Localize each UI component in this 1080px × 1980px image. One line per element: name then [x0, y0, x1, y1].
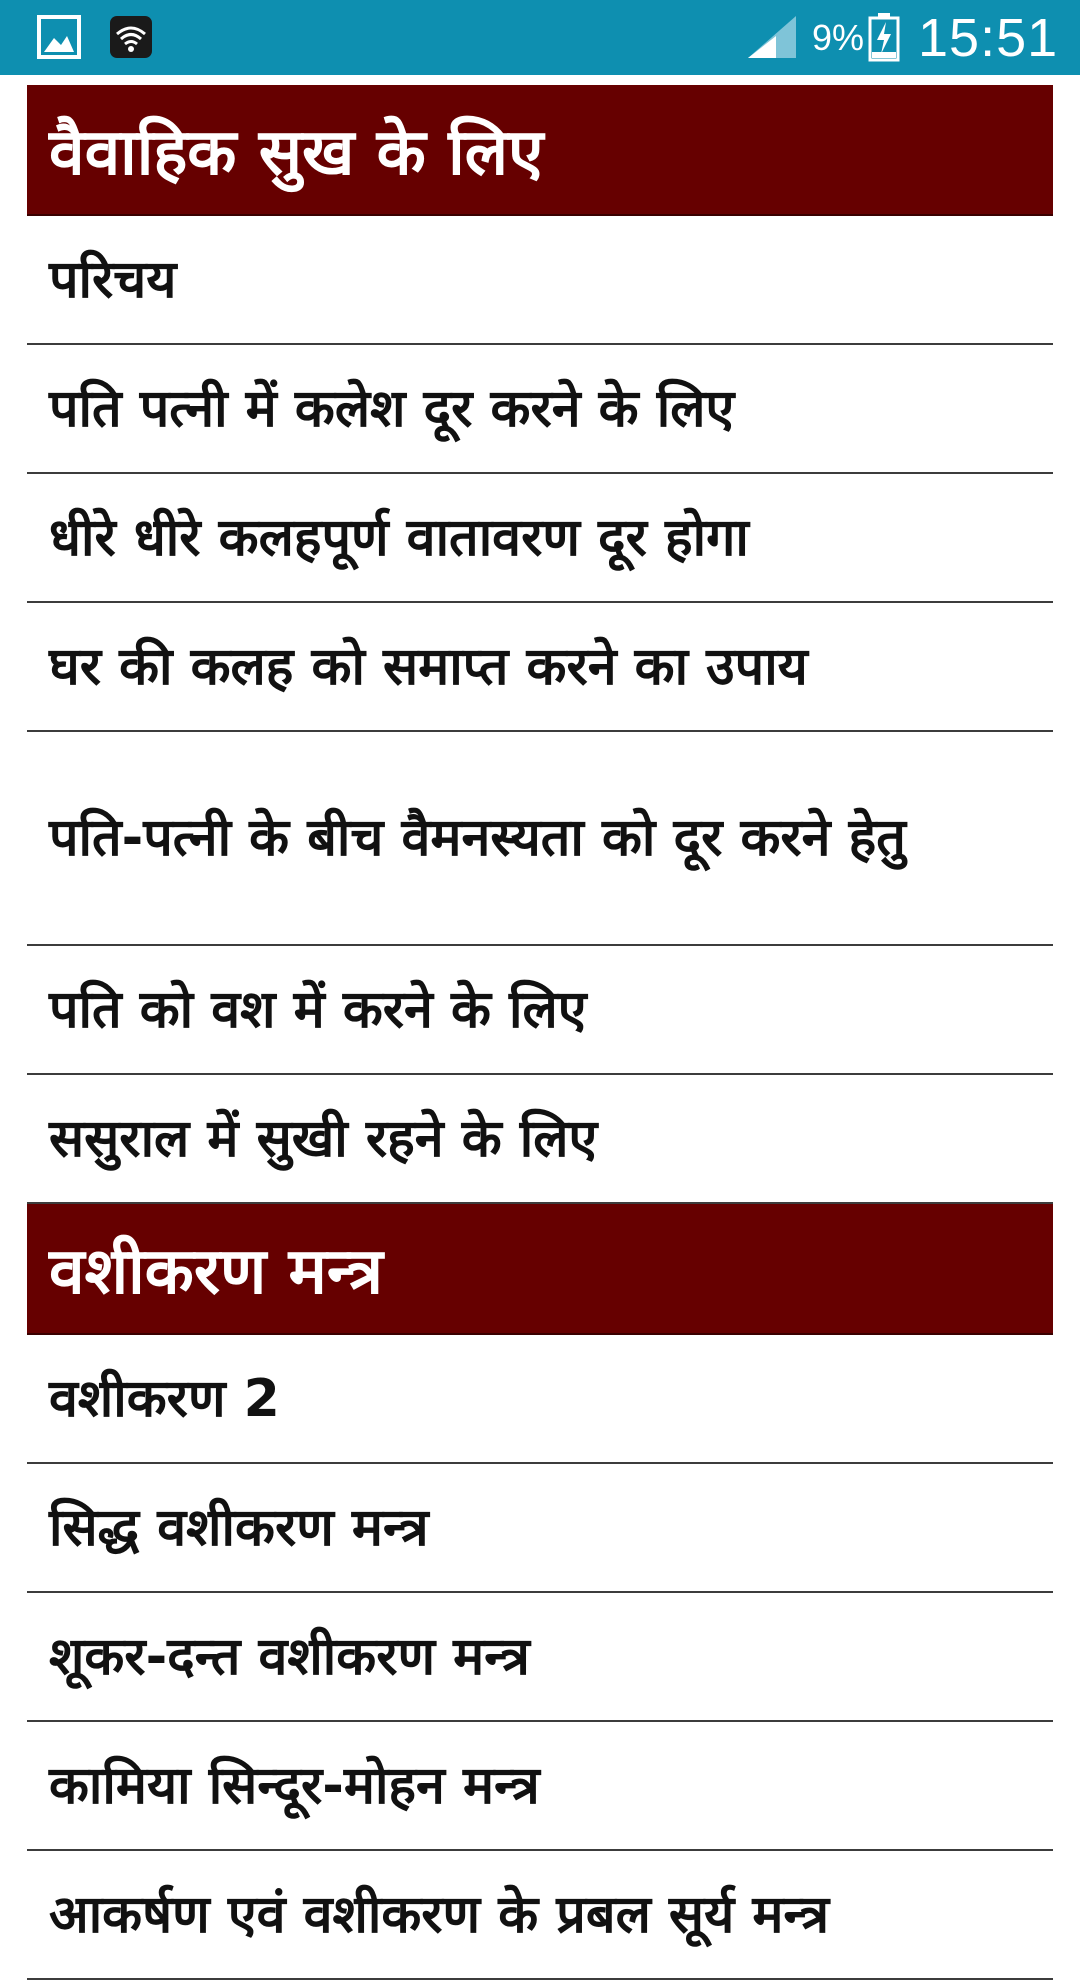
list-item[interactable]: पति पत्नी में कलेश दूर करने के लिए — [27, 345, 1053, 474]
status-bar — [0, 0, 1080, 75]
list-item[interactable]: धीरे धीरे कलहपूर्ण वातावरण दूर होगा — [27, 474, 1053, 603]
list-item[interactable]: शूकर-दन्त वशीकरण मन्त्र — [27, 1593, 1053, 1722]
section-header-marital: वैवाहिक सुख के लिए — [27, 85, 1053, 216]
content-list — [27, 85, 1053, 1980]
list-item[interactable]: परिचय — [27, 216, 1053, 345]
section-header-vashikaran: वशीकरण मन्त्र — [27, 1204, 1053, 1335]
list-item[interactable]: सिद्ध वशीकरण मन्त्र — [27, 1464, 1053, 1593]
list-item[interactable]: कामिया सिन्दूर-मोहन मन्त्र — [27, 1722, 1053, 1851]
battery-percent: 9% — [812, 17, 865, 58]
list-item[interactable]: ससुराल में सुखी रहने के लिए — [27, 1075, 1053, 1204]
clock: 15:51 — [918, 8, 1059, 68]
gallery-icon — [36, 14, 82, 60]
list-item[interactable]: पति को वश में करने के लिए — [27, 946, 1053, 1075]
signal-icon — [746, 14, 798, 60]
list-item[interactable]: वशीकरण 2 — [27, 1335, 1053, 1464]
wifi-icon — [108, 14, 154, 60]
battery-charging-icon — [868, 12, 900, 62]
list-item[interactable]: घर की कलह को समाप्त करने का उपाय — [27, 603, 1053, 732]
list-item[interactable]: आकर्षण एवं वशीकरण के प्रबल सूर्य मन्त्र — [27, 1851, 1053, 1980]
list-item[interactable]: पति-पत्नी के बीच वैमनस्यता को दूर करने हेतु — [27, 732, 1053, 946]
